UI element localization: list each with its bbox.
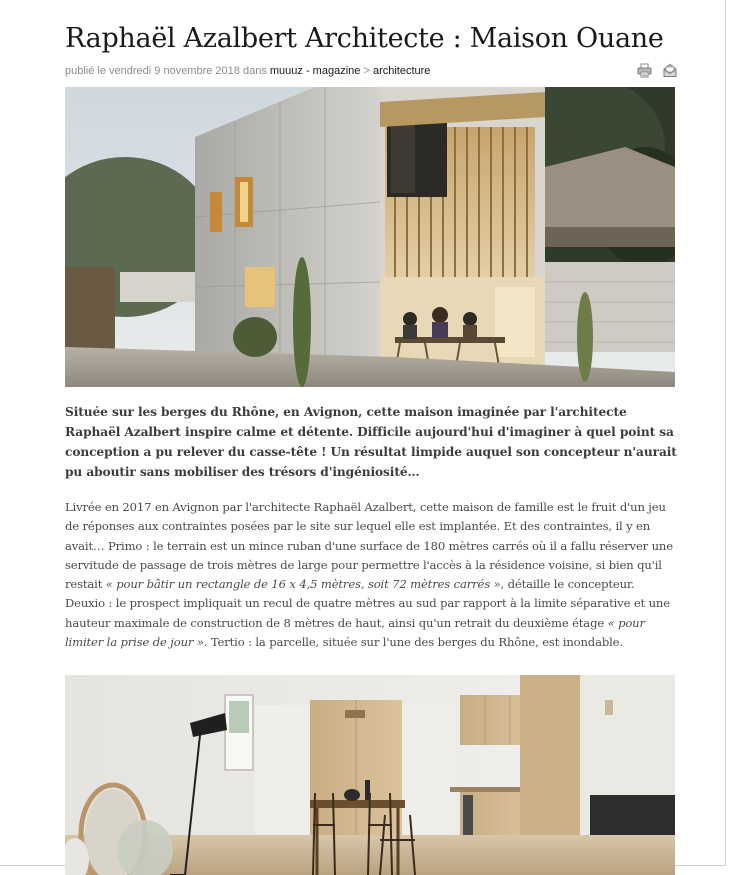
- article-body: [65, 498, 677, 652]
- body-quote-1: « pour bâtir un rectangle de 16 x 4,5 mètres, soit 72 mètres carrés »: [105, 577, 501, 592]
- printer-icon[interactable]: [637, 63, 652, 84]
- published-date: publié le vendredi 9 novembre 2018: [65, 65, 240, 77]
- article: [65, 20, 677, 875]
- category-link[interactable]: architecture: [372, 65, 431, 77]
- meta-in-word: dans: [242, 65, 267, 77]
- share-tools: [629, 63, 677, 79]
- article-lead: Située sur les berges du Rhône, en Avignon, cette maison imaginée par l'architecte Raphaël Azalbert inspire calme et détente. Difficile aujourd'hui d'imaginer à quel point sa conception a pu relever du casse-tête ! Un résultat limpide auquel son concepteur n'aurait pu aboutir sans mobiliser des trésors d'ingéniosité…: [65, 405, 677, 479]
- article-title: Raphaël Azalbert Architecte : Maison Ouane: [65, 23, 664, 54]
- breadcrumb-separator: >: [363, 65, 370, 77]
- body-text-2: , détaille le concepteur. Deuxio : le prospect impliquait un recul de quatre mètres au sud par rapport à la limite séparative et une hauteur maximale de construction de 8 mètres de haut, ainsi qu'un retrait du deuxième étage: [65, 577, 670, 630]
- body-text-1: Livrée en 2017 en Avignon par l'architecte Raphaël Azalbert, cette maison de famille est le fruit d'un jeu de réponses aux contraintes posées par le site sur lequel elle est implantée. Et des contraintes, il y en avait… Primo : le terrain est un mince ruban d'une surface de 180 mètres carrés où il a fallu réserver une servitude de passage de trois mètres de large pour permettre l'accès à la résidence voisine, si bien qu'il restait: [65, 500, 673, 592]
- envelope-icon[interactable]: [663, 63, 677, 84]
- magazine-link[interactable]: muuuz - magazine: [269, 65, 361, 77]
- body-text-3: . Tertio : la parcelle, située sur l'une des berges du Rhône, est inondable.: [203, 635, 623, 650]
- article-meta: [65, 62, 677, 80]
- interior-kitchen-photo: [65, 675, 675, 875]
- house-exterior-photo: [65, 87, 675, 387]
- page-frame-right: [725, 0, 726, 866]
- body-quote-2: « pour limiter la prise de jour »: [65, 615, 645, 650]
